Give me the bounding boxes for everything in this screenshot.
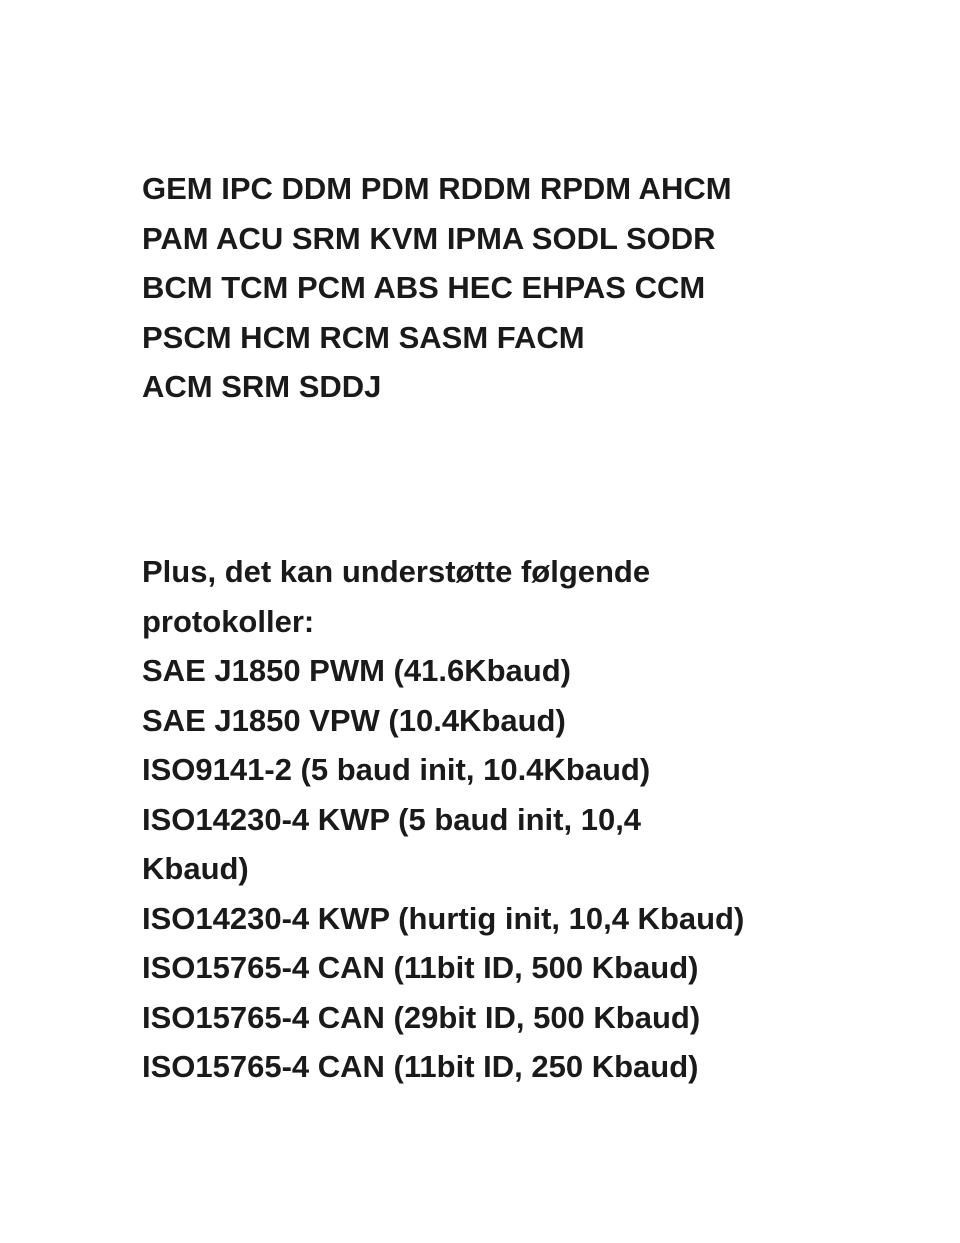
protocol-intro: Plus, det kan understøtte følgende — [142, 554, 651, 589]
module-line: BCM TCM PCM ABS HEC EHPAS CCM — [142, 270, 706, 305]
module-line: GEM IPC DDM PDM RDDM RPDM AHCM — [142, 171, 732, 206]
protocol-item: ISO14230-4 KWP (hurtig init, 10,4 Kbaud) — [142, 900, 745, 936]
protocol-item: SAE J1850 PWM (41.6Kbaud) — [142, 653, 571, 688]
protocol-intro-continued: protokoller: — [142, 603, 315, 639]
protocol-item: ISO14230-4 KWP (5 baud init, 10,4 — [142, 801, 642, 837]
module-list — [142, 164, 862, 412]
module-line: PSCM HCM RCM SASM FACM — [142, 319, 585, 355]
protocol-item: ISO15765-4 CAN (29bit ID, 500 Kbaud) — [142, 999, 701, 1035]
protocol-item: ISO15765-4 CAN (11bit ID, 250 Kbaud) — [142, 1049, 699, 1084]
protocol-section — [142, 547, 862, 1092]
module-line: ACM SRM SDDJ — [142, 369, 382, 404]
protocol-item-continued: Kbaud) — [142, 851, 249, 886]
module-line: PAM ACU SRM KVM IPMA SODL SODR — [142, 220, 716, 256]
protocol-item: ISO15765-4 CAN (11bit ID, 500 Kbaud) — [142, 950, 699, 985]
protocol-item: ISO9141-2 (5 baud init, 10.4Kbaud) — [142, 752, 651, 787]
protocol-item: SAE J1850 VPW (10.4Kbaud) — [142, 702, 566, 738]
